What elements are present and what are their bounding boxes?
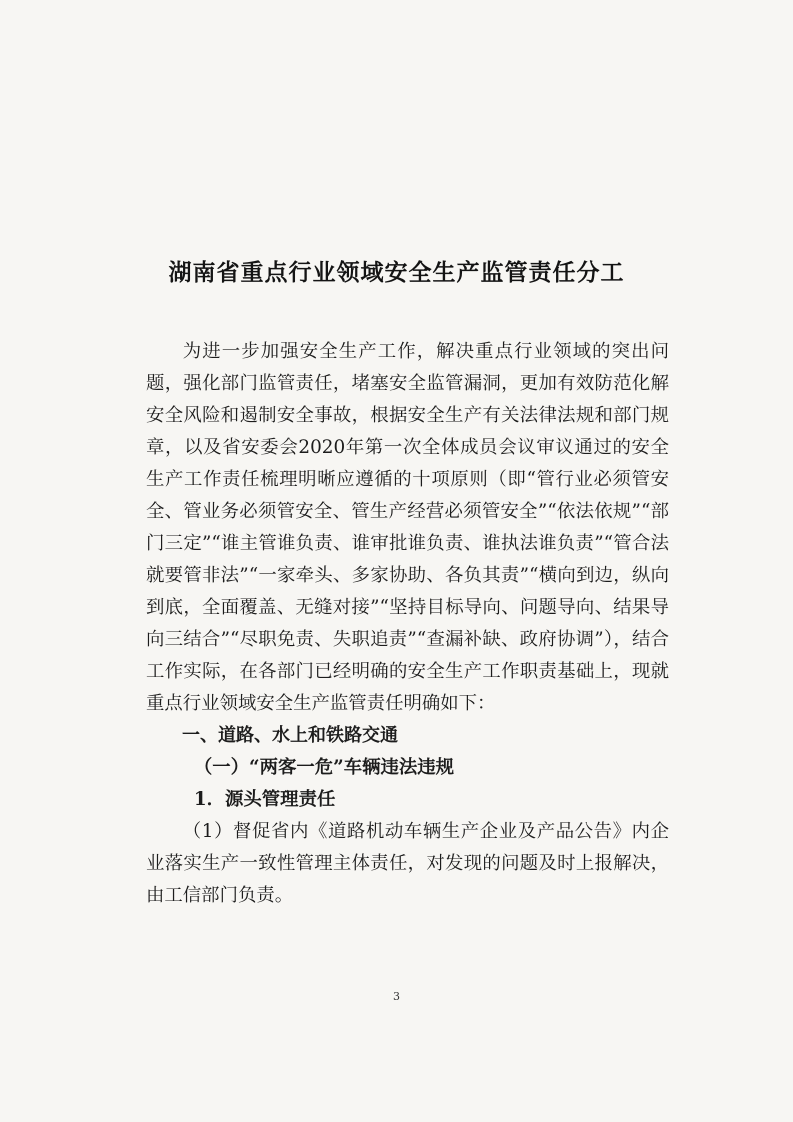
item-paragraph: （1）督促省内《道路机动车辆生产企业及产品公告》内企业落实生产一致性管理主体责任，对发现的问题及时上报解决，由工信部门负责。: [146, 821, 669, 906]
intro-paragraph: 为进一步加强安全生产工作，解决重点行业领域的突出问题，强化部门监管责任，堵塞安全监管漏洞，更加有效防范化解安全风险和遏制安全事故，根据安全生产有关法律法规和部门规章，以及省安委会2020年第一次全体成员会议审议通过的安全生产工作责任梳理明晰应遵循的十项原则（即“管行业必须管安全、管业务必须管安全、管生产经营必须管安全”“依法依规”“部门三定”“谁主管谁负责、谁审批谁负责、谁执法谁负责”“管合法就要管非法”“一家牵头、多家协助、各负其责”“横向到边，纵向到底，全面覆盖、无缝对接”“坚持目标导向、问题导向、结果导向三结合”“尽职免责、失职追责”“查漏补缺、政府协调”），结合工作实际，在各部门已经明确的安全生产工作职责基础上，现就重点行业领域安全生产监管责任明确如下：: [146, 341, 669, 714]
document-body: [146, 336, 669, 912]
document-title: 湖南省重点行业领域安全生产监管责任分工: [168, 260, 625, 286]
page-number: 3: [393, 990, 400, 1003]
section-heading: 一、道路、水上和铁路交通: [182, 725, 398, 746]
item-heading: 1．源头管理责任: [193, 789, 336, 810]
subsection-heading: （一）“两客一危”车辆违法违规: [193, 757, 455, 778]
